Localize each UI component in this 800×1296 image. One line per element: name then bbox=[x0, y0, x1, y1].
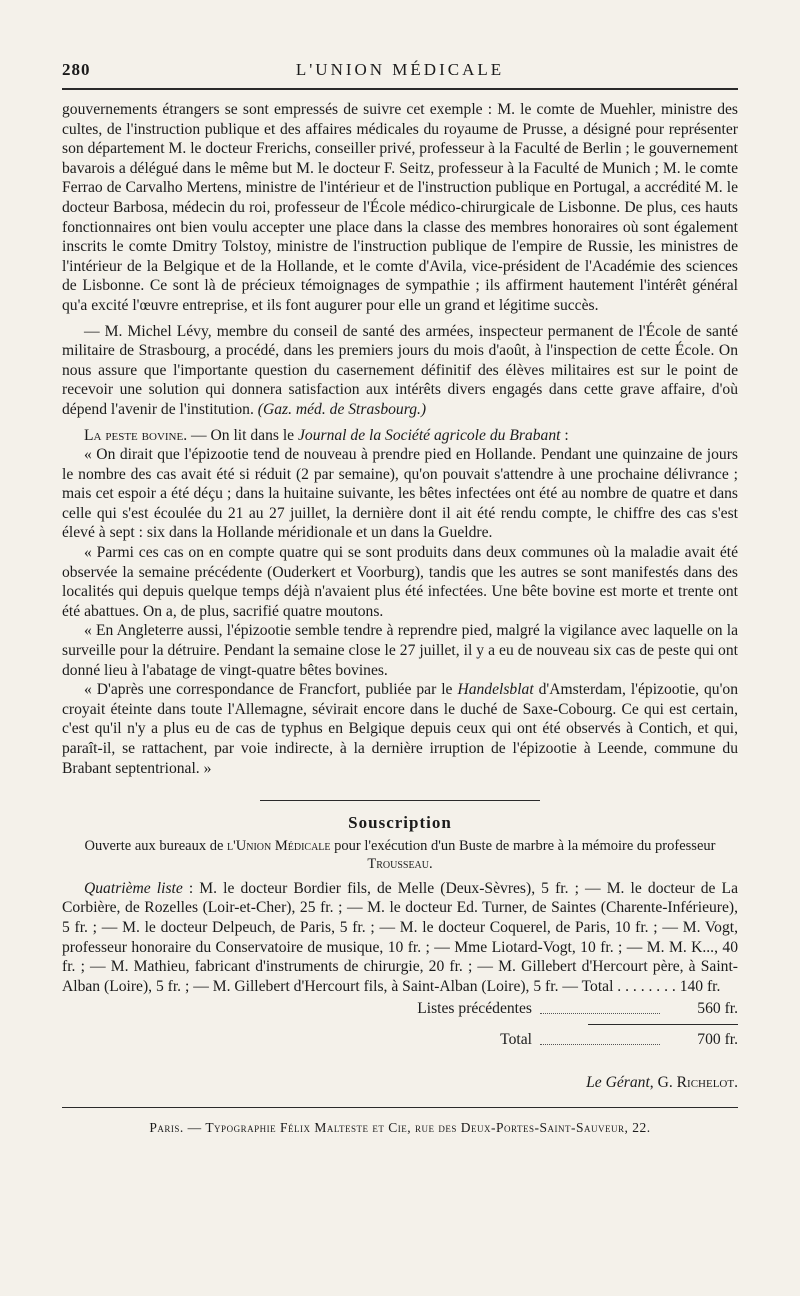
quote-paragraph-1: « On dirait que l'épizootie tend de nouveau à prendre pied en Hollande. Pendant une quinzaine de jours le nombre des cas avait été si réduit (2 par semaine), qu'on pouvait s'attendre à une prochaine délivrance ; mais cet espoir a été déçu ; dans la huitaine suivante, les bêtes infectées ont été au nombre de quatre et dans celle qui s'est écoulée du 21 au 27 juillet, la dernière dont il ait été rendu compte, le chiffre des cas s'est élevé à sept : six dans la Hollande méridionale et un dans la Gueldre. bbox=[62, 446, 738, 542]
sum-rule bbox=[588, 1024, 738, 1025]
levy-citation: (Gaz. méd. de Strasbourg.) bbox=[257, 400, 427, 418]
quote-paragraph-3: « En Angleterre aussi, l'épizootie semble tendre à reprendre pied, malgré la vigilance avec laquelle on la surveille pour la détruire. Pendant la semaine close le 27 juillet, il y a eu de nouveau six cas de peste qui ont donné lieu à l'abatage de vingt-quatre bêtes bovines. bbox=[62, 622, 738, 679]
previous-lists-row bbox=[62, 998, 738, 1020]
levy-text: — M. Michel Lévy, membre du conseil de santé des armées, inspecteur permanent de l'École de santé militaire de Strasbourg, a procédé, dans les premiers jours du mois d'août, à l'inspection de cette École. On nous assure que l'importante question du casernement définitif des élèves militaires est sur le point de recevoir une solution qui donnera satisfaction aux intérêts divers engagés dans cette grave affaire, d'où dépend l'avenir de l'institution. bbox=[62, 322, 738, 418]
souscription-title: Souscription bbox=[348, 813, 452, 833]
quote-paragraph-4 bbox=[62, 680, 738, 778]
paragraph-levy bbox=[62, 322, 738, 420]
subscriber-list: Quatrième liste : M. le docteur Bordier fils, de Melle (Deux-Sèvres), 5 fr. ; — M. le docteur de La Corbière, de Rozelles (Loir-et-Cher), 25 fr. ; — M. le docteur Ed. Turner, de Saintes (Charente-Inférieure), 5 fr. ; — M. le docteur Delpeuch, de Paris, 5 fr. ; — M. le docteur Coquerel, de Paris, 10 fr. ; — M. Vogt, professeur honoraire du Conservatoire de musique, 10 fr. ; — Mme Liotard-Vogt, 10 fr. ; — M. M. K..., 40 fr. ; — M. Mathieu, fabricant d'instruments de chirurgie, 20 fr. ; — M. Gillebert d'Hercourt père, à Saint-Alban (Loire), 5 fr. ; — M. Gillebert d'Hercourt fils, à Saint-Alban (Loire), 5 fr. — Total . . . . . . . . 140 fr. bbox=[62, 879, 739, 995]
previous-lists-amount: 560 fr. bbox=[697, 1000, 738, 1018]
peste-intro bbox=[62, 426, 738, 446]
previous-lists-label: Listes précédentes bbox=[417, 1000, 532, 1018]
peste-intro-text: — On lit dans le bbox=[187, 426, 298, 444]
leader-dots bbox=[540, 998, 660, 1014]
peste-intro-colon: : bbox=[560, 426, 569, 444]
desc-start: Ouverte aux bureaux de bbox=[84, 837, 228, 854]
desc-professor: Trousseau bbox=[367, 855, 430, 872]
section-heading-peste: La peste bovine. bbox=[84, 426, 188, 444]
souscription-description bbox=[62, 837, 738, 873]
paragraph-delegates: gouvernements étrangers se sont empressés de suivre cet exemple : M. le comte de Muehler, ministre des cultes, de l'instruction publique et des affaires médicales du royaume de Prusse, a désigné pour représenter son département M. le docteur Frerichs, conseiller privé, professeur à la Faculté de Berlin ; le gouvernement bavarois a délégué dans le même but M. le docteur F. Seitz, professeur à la Faculté de Munich ; M. le comte Ferrao de Carvalho Mertens, ministre de l'intérieur et de l'instruction publique en Portugal, a accrédité M. le docteur Barbosa, médecin du roi, professeur de l'École médico-chirurgicale de Lisbonne. De plus, ces hauts fonctionnaires ont bien voulu accepter une place dans la classe des membres honoraires où sont également inscrits le comte Dmitry Tolstoy, ministre de l'instruction publique de l'empire de Russie, les ministres de l'intérieur de la Belgique et de la Hollande, et le comte d'Avila, vice-président de l'Académie des sciences de Lisbonne. Ce sont là de précieux témoignages de sympathie ; ils affirment hautement l'intérêt général qu'a excité l'œuvre entreprise, et ils font augurer pour elle un grand et légitime succès. bbox=[62, 101, 738, 314]
running-title: L'UNION MÉDICALE bbox=[295, 60, 505, 79]
peste-source: Journal de la Société agricole du Brabant bbox=[298, 426, 561, 444]
article-body bbox=[62, 100, 738, 1138]
grand-total-amount: 700 fr. bbox=[697, 1031, 738, 1049]
list-text: : M. le docteur Bordier fils, de Melle (Deux-Sèvres), 5 fr. ; — M. le docteur de La Corbière, de Rozelles (Loir-et-Cher), 25 fr. ; — M. le docteur Ed. Turner, de Saintes (Charente-Inférieure), 5 fr. ; — M. le docteur Delpeuch, de Paris, 5 fr. ; — M. le docteur Coquerel, de Paris, 10 fr. ; — M. Vogt, professeur honoraire du Conservatoire de musique, 10 fr. ; — Mme Liotard-Vogt, 10 fr. ; — M. M. K..., 40 fr. ; — M. Mathieu, fabricant d'instruments de chirurgie, 20 fr. ; — M. Gillebert d'Hercourt père, à Saint-Alban (Loire), 5 fr. ; — M. Gillebert d'Hercourt fils, à Saint-Alban (Loire), 5 fr. — Total bbox=[62, 879, 739, 995]
desc-middle: pour l'exécution d'un Buste de marbre à la mémoire du professeur bbox=[330, 837, 716, 854]
signature: Le Gérant, G. Richelot. bbox=[586, 1074, 738, 1092]
grand-total-row bbox=[62, 1029, 738, 1051]
desc-journal: l'Union Médicale bbox=[227, 837, 331, 854]
signature-name: G. Richelot. bbox=[657, 1074, 738, 1092]
desc-end: . bbox=[429, 855, 433, 872]
totals-block bbox=[62, 998, 738, 1051]
section-divider bbox=[260, 800, 540, 801]
quote-4-end: d'Amsterdam, l'épizootie, qu'on croyait éteinte dans toute l'Allemagne, sévirait encore dans le duché de Saxe-Cobourg. Ce qui est certain, c'est qu'il n'y a plus eu de cas de typhus en Belgique depuis ceux qui ont été observés à Contich, et qui, paraît-il, se rattachent, par voie indirecte, à la dernière irruption de l'épizootie à Leende, commune du Brabant septentrional. » bbox=[62, 681, 738, 777]
quote-4-start: « D'après une correspondance de Francfort, publiée par le bbox=[84, 681, 458, 699]
leader-dots bbox=[540, 1029, 660, 1045]
printer-imprint: Paris. — Typographie Félix Malteste et Cie, rue des Deux-Portes-Saint-Sauveur, 22. bbox=[149, 1119, 651, 1135]
page-header bbox=[62, 58, 738, 90]
signature-role: Le Gérant bbox=[586, 1074, 650, 1092]
list-label: Quatrième liste bbox=[84, 879, 183, 897]
list-total: 140 fr. bbox=[679, 977, 721, 995]
page-number: 280 bbox=[62, 60, 91, 79]
footer-rule bbox=[62, 1107, 738, 1108]
quote-paragraph-2: « Parmi ces cas on en compte quatre qui se sont produits dans deux communes où la maladie avait été observée la semaine précédente (Ouderkert et Voorburg), tandis que les autres se sont manifestés dans des localités qui depuis quelque temps déjà n'avaient plus été infectées. Une bête bovine est morte et trente ont été abattues. On a, de plus, sacrifié quatre moutons. bbox=[62, 544, 738, 620]
grand-total-label: Total bbox=[500, 1031, 532, 1049]
quote-4-source: Handelsblat bbox=[457, 681, 534, 699]
